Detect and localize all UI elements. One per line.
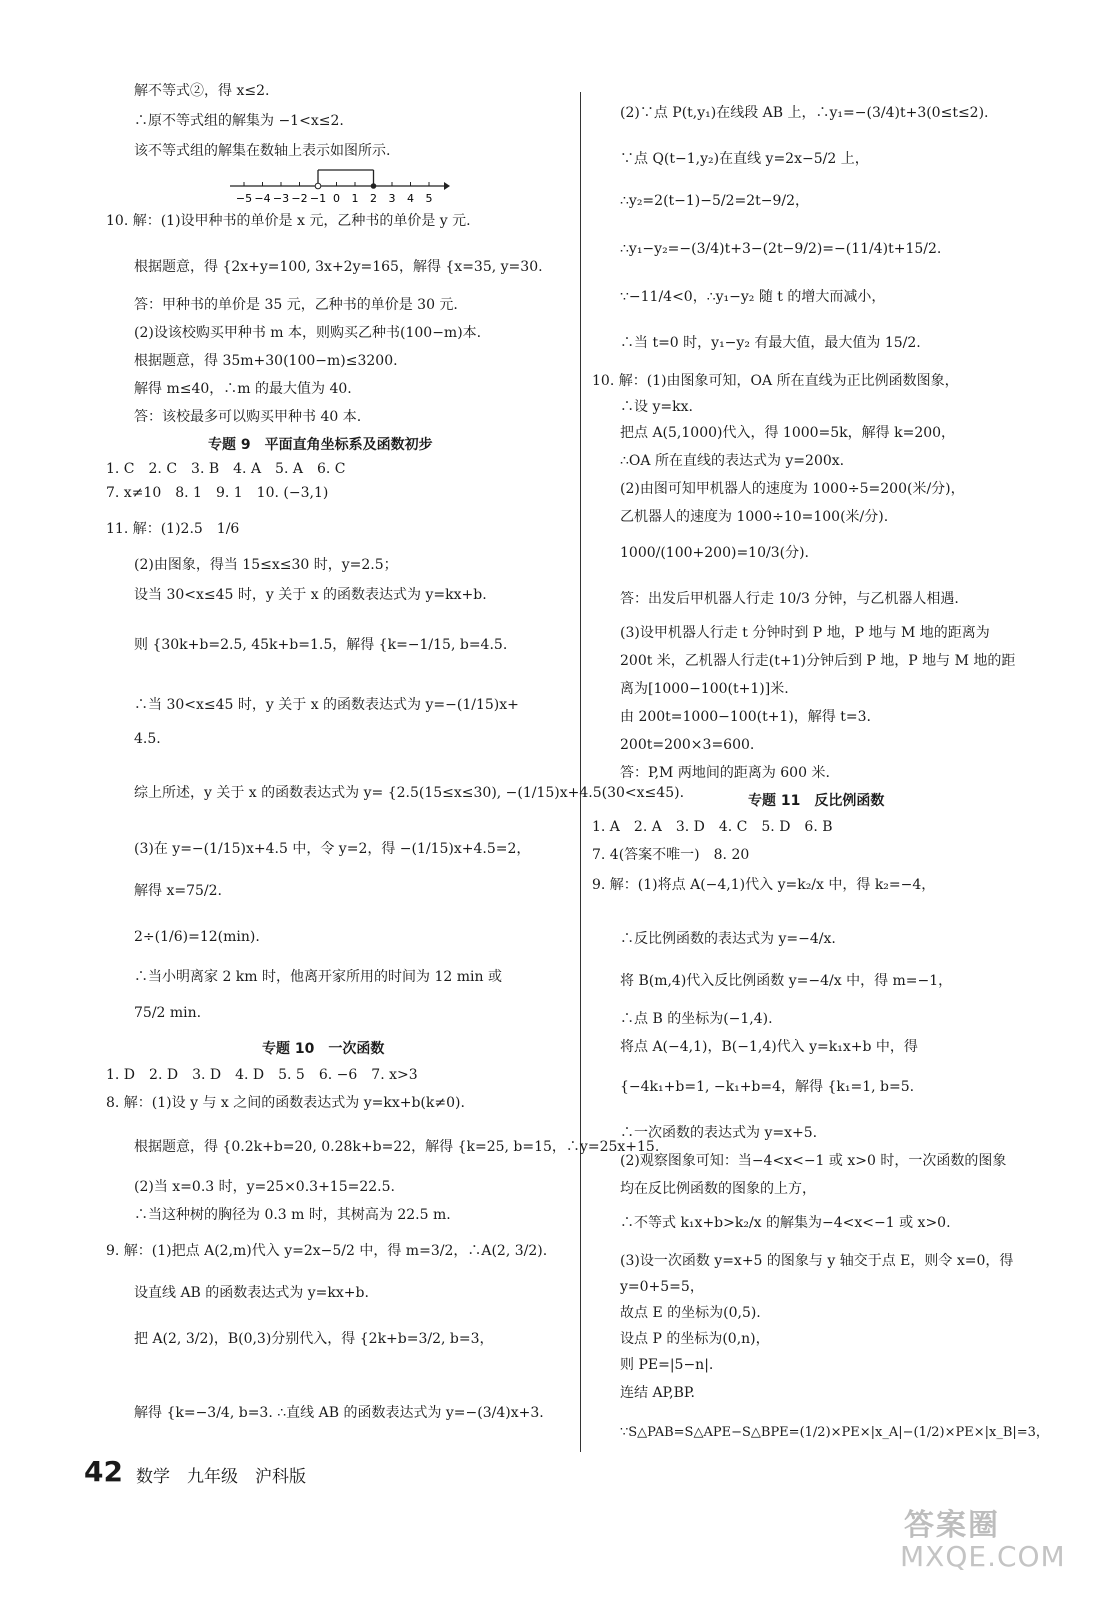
number-line-tick-label: −1 xyxy=(309,192,327,205)
text-line: 解得 m≤40，∴m 的最大值为 40. xyxy=(134,381,352,397)
text-line: ∴一次函数的表达式为 y=x+5. xyxy=(620,1125,818,1141)
section-heading: 专题 9 平面直角坐标系及函数初步 xyxy=(208,437,433,453)
text-line: (2)当 x=0.3 时，y=25×0.3+15=22.5. xyxy=(134,1179,395,1195)
text-line: {−4k₁+b=1, −k₁+b=4，解得 {k₁=1, b=5. xyxy=(620,1079,915,1095)
footer-caption: 数学 九年级 沪科版 xyxy=(136,1467,306,1487)
text-line: ∴不等式 k₁x+b>k₂/x 的解集为−4<x<−1 或 x>0. xyxy=(620,1215,951,1231)
number-line-figure xyxy=(230,168,450,208)
answer-line: 1. A 2. A 3. D 4. C 5. D 6. B xyxy=(592,819,833,835)
text-line: ∴设 y=kx. xyxy=(620,399,693,415)
text-line: 8. 解：(1)设 y 与 x 之间的函数表达式为 y=kx+b(k≠0). xyxy=(106,1095,465,1111)
number-line-tick-label: 1 xyxy=(351,192,359,205)
text-line: 200t 米，乙机器人行走(t+1)分钟后到 P 地，P 地与 M 地的距 xyxy=(620,653,1016,669)
answer-line: 1. C 2. C 3. B 4. A 5. A 6. C xyxy=(106,461,346,477)
text-line: 设直线 AB 的函数表达式为 y=kx+b. xyxy=(134,1285,369,1301)
text-line: (2)设该校购买甲种书 m 本，则购买乙种书(100−m)本. xyxy=(134,325,482,341)
text-line: (2)由图象，得当 15≤x≤30 时，y=2.5； xyxy=(134,557,398,573)
text-line: 把点 A(5,1000)代入，得 1000=5k，解得 k=200， xyxy=(620,425,956,441)
text-line: ∴y₁−y₂=−(3/4)t+3−(2t−9/2)=−(11/4)t+15/2. xyxy=(620,241,942,257)
text-line: 答：出发后甲机器人行走 10/3 分钟，与乙机器人相遇. xyxy=(620,591,959,607)
number-line-tick-label: 4 xyxy=(407,192,414,205)
text-line: 1000/(100+200)=10/3(分). xyxy=(620,545,809,561)
text-line: ∵S△PAB=S△APE−S△BPE=(1/2)×PE×|x_A|−(1/2)×PE×|x_B|=3， xyxy=(620,1425,1049,1440)
text-line: ∴反比例函数的表达式为 y=−4/x. xyxy=(620,931,836,947)
number-line-tick-label: 2 xyxy=(370,192,377,205)
text-line: 离为[1000−100(t+1)]米. xyxy=(620,681,789,697)
text-line: 均在反比例函数的图象的上方， xyxy=(620,1181,816,1197)
text-line: 则 PE=|5−n|. xyxy=(620,1357,714,1373)
text-line: (3)在 y=−(1/15)x+4.5 中，令 y=2，得 −(1/15)x+4.5=2， xyxy=(134,841,531,857)
number-line-tick-label: 5 xyxy=(425,192,433,205)
text-line: 2÷(1/6)=12(min). xyxy=(134,929,260,945)
text-line: ∵−11/4<0，∴y₁−y₂ 随 t 的增大而减小， xyxy=(620,289,886,305)
number-line-tick-label: −5 xyxy=(235,192,253,205)
text-line: (3)设甲机器人行走 t 分钟时到 P 地，P 地与 M 地的距离为 xyxy=(620,625,990,641)
column-divider xyxy=(580,92,581,1452)
text-line: 则 {30k+b=2.5, 45k+b=1.5，解得 {k=−1/15, b=4.5. xyxy=(134,637,508,653)
text-line: ∴当 t=0 时，y₁−y₂ 有最大值，最大值为 15/2. xyxy=(620,335,921,351)
text-line: 4.5. xyxy=(134,731,161,747)
answer-line: 1. D 2. D 3. D 4. D 5. 5 6. −6 7. x>3 xyxy=(106,1067,418,1083)
watermark-logo: 答案圈 xyxy=(904,1508,1000,1543)
text-line: y=0+5=5， xyxy=(620,1279,704,1295)
text-line: ∴当小明离家 2 km 时，他离开家所用的时间为 12 min 或 xyxy=(134,969,502,985)
section-heading: 专题 11 反比例函数 xyxy=(748,793,885,809)
text-line: 答：P,M 两地间的距离为 600 米. xyxy=(620,765,830,781)
text-line: (2)观察图象可知：当−4<x<−1 或 x>0 时，一次函数的图象 xyxy=(620,1153,1007,1169)
text-line: 把 A(2, 3/2)，B(0,3)分别代入，得 {2k+b=3/2, b=3， xyxy=(134,1331,494,1347)
text-line: 由 200t=1000−100(t+1)，解得 t=3. xyxy=(620,709,871,725)
text-line: 连结 AP,BP. xyxy=(620,1385,695,1401)
watermark-url: MXQE.COM xyxy=(900,1540,1066,1573)
text-line: ∴点 B 的坐标为(−1,4). xyxy=(620,1011,773,1027)
text-line: 乙机器人的速度为 1000÷10=100(米/分). xyxy=(620,509,889,525)
text-line: 11. 解：(1)2.5 1/6 xyxy=(106,521,240,537)
text-line: 该不等式组的解集在数轴上表示如图所示. xyxy=(134,143,391,159)
text-line: 设点 P 的坐标为(0,n)， xyxy=(620,1331,770,1347)
text-line: 答：甲种书的单价是 35 元，乙种书的单价是 30 元. xyxy=(134,297,458,313)
text-line: 解不等式②，得 x≤2. xyxy=(134,83,270,99)
text-line: 故点 E 的坐标为(0,5). xyxy=(620,1305,761,1321)
text-line: (3)设一次函数 y=x+5 的图象与 y 轴交于点 E，则令 x=0，得 xyxy=(620,1253,1014,1269)
number-line-open-point xyxy=(315,183,321,189)
text-line: 将 B(m,4)代入反比例函数 y=−4/x 中，得 m=−1， xyxy=(620,973,953,989)
text-line: 答：该校最多可以购买甲种书 40 本. xyxy=(134,409,362,425)
text-line: 9. 解：(1)把点 A(2,m)代入 y=2x−5/2 中，得 m=3/2，∴A(2, 3/2). xyxy=(106,1243,548,1259)
text-line: 解得 {k=−3/4, b=3. ∴直线 AB 的函数表达式为 y=−(3/4)x+3. xyxy=(134,1405,544,1421)
text-line: ∴y₂=2(t−1)−5/2=2t−9/2， xyxy=(620,193,810,209)
text-line: 10. 解：(1)由图象可知，OA 所在直线为正比例函数图象， xyxy=(592,373,959,389)
text-line: 9. 解：(1)将点 A(−4,1)代入 y=k₂/x 中，得 k₂=−4， xyxy=(592,877,936,893)
page-number: 42 xyxy=(84,1455,123,1488)
text-line: ∴当 30<x≤45 时，y 关于 x 的函数表达式为 y=−(1/15)x+ xyxy=(134,697,519,713)
text-line: ∴当这种树的胸径为 0.3 m 时，其树高为 22.5 m. xyxy=(134,1207,451,1223)
text-line: 200t=200×3=600. xyxy=(620,737,755,753)
answer-line: 7. 4(答案不唯一) 8. 20 xyxy=(592,847,750,863)
answer-line: 7. x≠10 8. 1 9. 1 10. (−3,1) xyxy=(106,485,329,501)
text-line: 根据题意，得 {0.2k+b=20, 0.28k+b=22，解得 {k=25, b=15，∴y=25x+15. xyxy=(134,1139,660,1155)
text-line: 75/2 min. xyxy=(134,1005,202,1021)
text-line: ∴OA 所在直线的表达式为 y=200x. xyxy=(620,453,845,469)
text-line: 将点 A(−4,1)，B(−1,4)代入 y=k₁x+b 中，得 xyxy=(620,1039,918,1055)
number-line-tick-label: −2 xyxy=(291,192,308,205)
number-line-tick-label: 3 xyxy=(388,192,396,205)
text-line: ∴原不等式组的解集为 −1<x≤2. xyxy=(134,113,344,129)
text-line: (2)∵点 P(t,y₁)在线段 AB 上，∴y₁=−(3/4)t+3(0≤t≤2). xyxy=(620,105,989,121)
section-heading: 专题 10 一次函数 xyxy=(262,1041,385,1057)
text-line: 设当 30<x≤45 时，y 关于 x 的函数表达式为 y=kx+b. xyxy=(134,587,487,603)
text-line: 根据题意，得 {2x+y=100, 3x+2y=165，解得 {x=35, y=30. xyxy=(134,259,543,275)
text-line: 解得 x=75/2. xyxy=(134,883,222,899)
number-line-closed-point xyxy=(371,183,377,189)
text-line: ∵点 Q(t−1,y₂)在直线 y=2x−5/2 上， xyxy=(620,151,869,167)
text-line: 10. 解：(1)设甲种书的单价是 x 元，乙种书的单价是 y 元. xyxy=(106,213,471,229)
text-line: (2)由图可知甲机器人的速度为 1000÷5=200(米/分)， xyxy=(620,481,965,497)
number-line-tick-label: −4 xyxy=(254,192,271,205)
text-line: 综上所述，y 关于 x 的函数表达式为 y= {2.5(15≤x≤30), −(1/15)x+4.5(30<x≤45). xyxy=(134,785,685,801)
number-line-arrow xyxy=(444,182,450,190)
number-line-tick-label: 0 xyxy=(333,192,340,205)
text-line: 根据题意，得 35m+30(100−m)≤3200. xyxy=(134,353,398,369)
number-line-tick-label: −3 xyxy=(272,192,290,205)
